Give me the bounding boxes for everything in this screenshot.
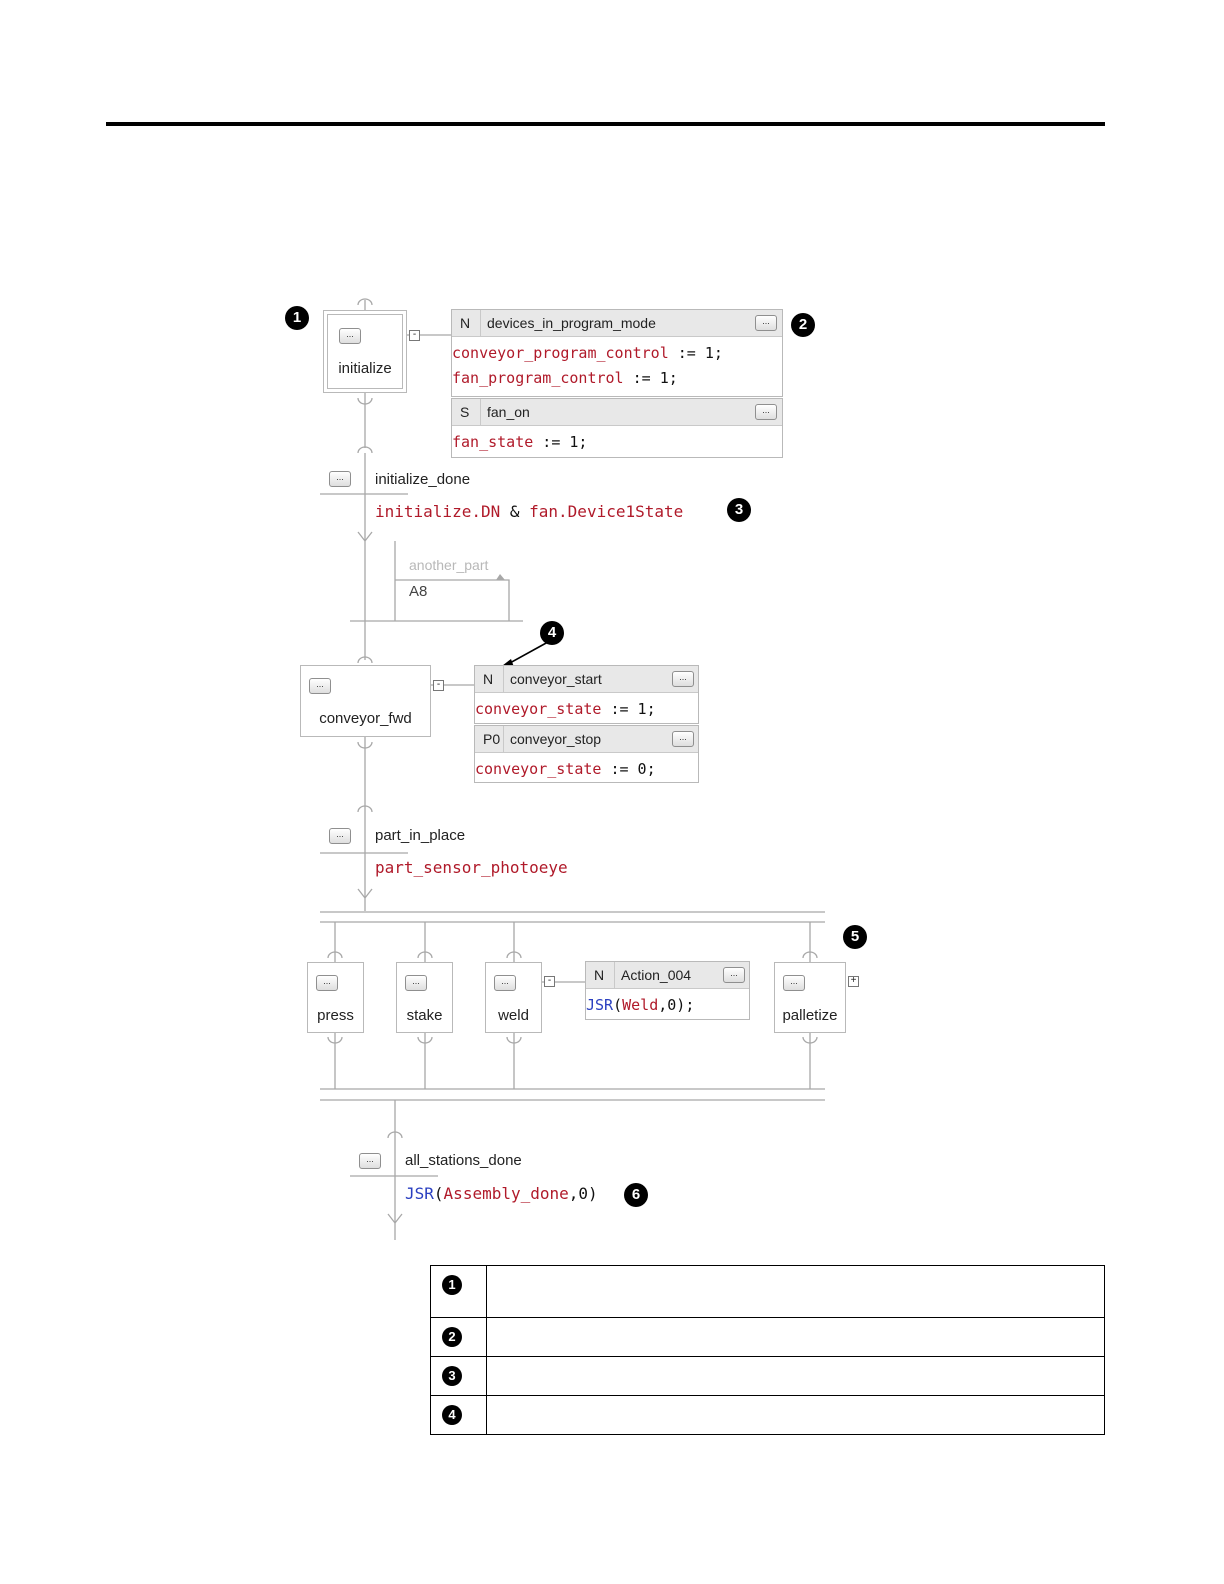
- step-weld[interactable]: [485, 962, 542, 1033]
- legend-table: [430, 1265, 1105, 1435]
- action-qualifier: N: [483, 671, 494, 687]
- action-qualifier: N: [460, 315, 471, 331]
- transition-initialize-done-ellipsis-button[interactable]: ...: [329, 471, 351, 487]
- action-code-line-1: JSR(Weld,0);: [586, 996, 695, 1014]
- wire-target-label: A8: [409, 583, 428, 600]
- step-conveyor-fwd-ellipsis-button[interactable]: ...: [309, 678, 331, 694]
- transition-initialize-done-name[interactable]: initialize_done: [375, 471, 471, 488]
- legend-callout-4: 4: [442, 1405, 462, 1425]
- transition-initialize-done-condition: initialize.DN & fan.Device1State: [375, 502, 684, 521]
- legend-description-cell: [487, 1396, 1105, 1435]
- legend-number-cell: [431, 1318, 487, 1357]
- action-code-line-1: conveyor_program_control := 1;: [452, 344, 723, 362]
- action-name: devices_in_program_mode: [487, 315, 656, 331]
- step-initialize-ellipsis-button[interactable]: ...: [339, 328, 361, 344]
- step-weld-label: weld: [498, 1007, 529, 1024]
- step-stake-label: stake: [406, 1007, 443, 1024]
- step-conveyor-fwd-label: conveyor_fwd: [319, 710, 412, 727]
- legend-description-cell: [487, 1357, 1105, 1396]
- action-action-004[interactable]: [585, 961, 750, 1020]
- action-code-line-1: conveyor_state := 1;: [475, 700, 656, 718]
- action-ellipsis-button[interactable]: ...: [723, 967, 745, 983]
- callout-6: 6: [624, 1183, 648, 1207]
- step-palletize-ellipsis-button[interactable]: ...: [783, 975, 805, 991]
- action-name: fan_on: [487, 404, 530, 420]
- step-press-ellipsis-button[interactable]: ...: [316, 975, 338, 991]
- wire-arrow: [496, 574, 505, 580]
- callout-4: 4: [540, 621, 564, 645]
- palletize-expand-button[interactable]: +: [848, 976, 859, 987]
- action-code-line-2: fan_program_control := 1;: [452, 369, 678, 387]
- callout-1: 1: [285, 306, 309, 330]
- step-conveyor-fwd[interactable]: [300, 665, 431, 737]
- wire-another-part-label: another_part: [409, 557, 489, 573]
- legend-number-cell: [431, 1266, 487, 1318]
- step-weld-ellipsis-button[interactable]: ...: [494, 975, 516, 991]
- initialize-collapse-button[interactable]: -: [409, 330, 420, 341]
- legend-callout-1: 1: [442, 1275, 462, 1295]
- action-ellipsis-button[interactable]: ...: [755, 404, 777, 420]
- callout-2: 2: [791, 313, 815, 337]
- action-conveyor-start[interactable]: [474, 665, 699, 724]
- action-conveyor-stop[interactable]: [474, 725, 699, 783]
- legend-row: [431, 1318, 1105, 1357]
- transition-part-in-place-condition: part_sensor_photoeye: [375, 858, 568, 877]
- action-code-line-1: fan_state := 1;: [452, 433, 588, 451]
- callout-4-leader: [508, 642, 548, 664]
- transition-all-stations-done-name[interactable]: all_stations_done: [405, 1152, 522, 1169]
- legend-callout-3: 3: [442, 1366, 462, 1386]
- step-stake[interactable]: [396, 962, 453, 1033]
- step-press-label: press: [317, 1007, 354, 1024]
- step-press[interactable]: [307, 962, 364, 1033]
- transition-all-stations-done-condition: JSR(Assembly_done,0): [405, 1184, 598, 1203]
- legend-description-cell: [487, 1266, 1105, 1318]
- conveyor-fwd-collapse-button[interactable]: -: [433, 680, 444, 691]
- action-name: conveyor_stop: [510, 731, 602, 747]
- action-name: conveyor_start: [510, 671, 602, 687]
- legend-callout-2: 2: [442, 1327, 462, 1347]
- legend-description-cell: [487, 1318, 1105, 1357]
- action-code-line-1: conveyor_state := 0;: [475, 760, 656, 778]
- action-ellipsis-button[interactable]: ...: [672, 731, 694, 747]
- action-qualifier: P0: [483, 731, 501, 747]
- step-initialize-label: initialize: [338, 360, 392, 377]
- legend-row: [431, 1357, 1105, 1396]
- action-name: Action_004: [621, 967, 692, 983]
- action-ellipsis-button[interactable]: ...: [755, 315, 777, 331]
- transition-all-stations-done-ellipsis-button[interactable]: ...: [359, 1153, 381, 1169]
- action-qualifier: N: [594, 967, 605, 983]
- legend-number-cell: [431, 1357, 487, 1396]
- legend-number-cell: [431, 1396, 487, 1435]
- action-ellipsis-button[interactable]: ...: [672, 671, 694, 687]
- step-stake-ellipsis-button[interactable]: ...: [405, 975, 427, 991]
- action-devices-in-program-mode[interactable]: [451, 309, 783, 397]
- transition-part-in-place-name[interactable]: part_in_place: [375, 827, 466, 844]
- step-palletize-label: palletize: [782, 1007, 838, 1024]
- legend-row: [431, 1266, 1105, 1318]
- step-palletize[interactable]: [774, 962, 846, 1033]
- action-fan-on[interactable]: [451, 398, 783, 458]
- weld-collapse-button[interactable]: -: [544, 976, 555, 987]
- callout-3: 3: [727, 498, 751, 522]
- callout-5: 5: [843, 925, 867, 949]
- step-initialize[interactable]: [323, 310, 407, 393]
- transition-part-in-place-ellipsis-button[interactable]: ...: [329, 828, 351, 844]
- legend-row: [431, 1396, 1105, 1435]
- action-qualifier: S: [460, 404, 470, 420]
